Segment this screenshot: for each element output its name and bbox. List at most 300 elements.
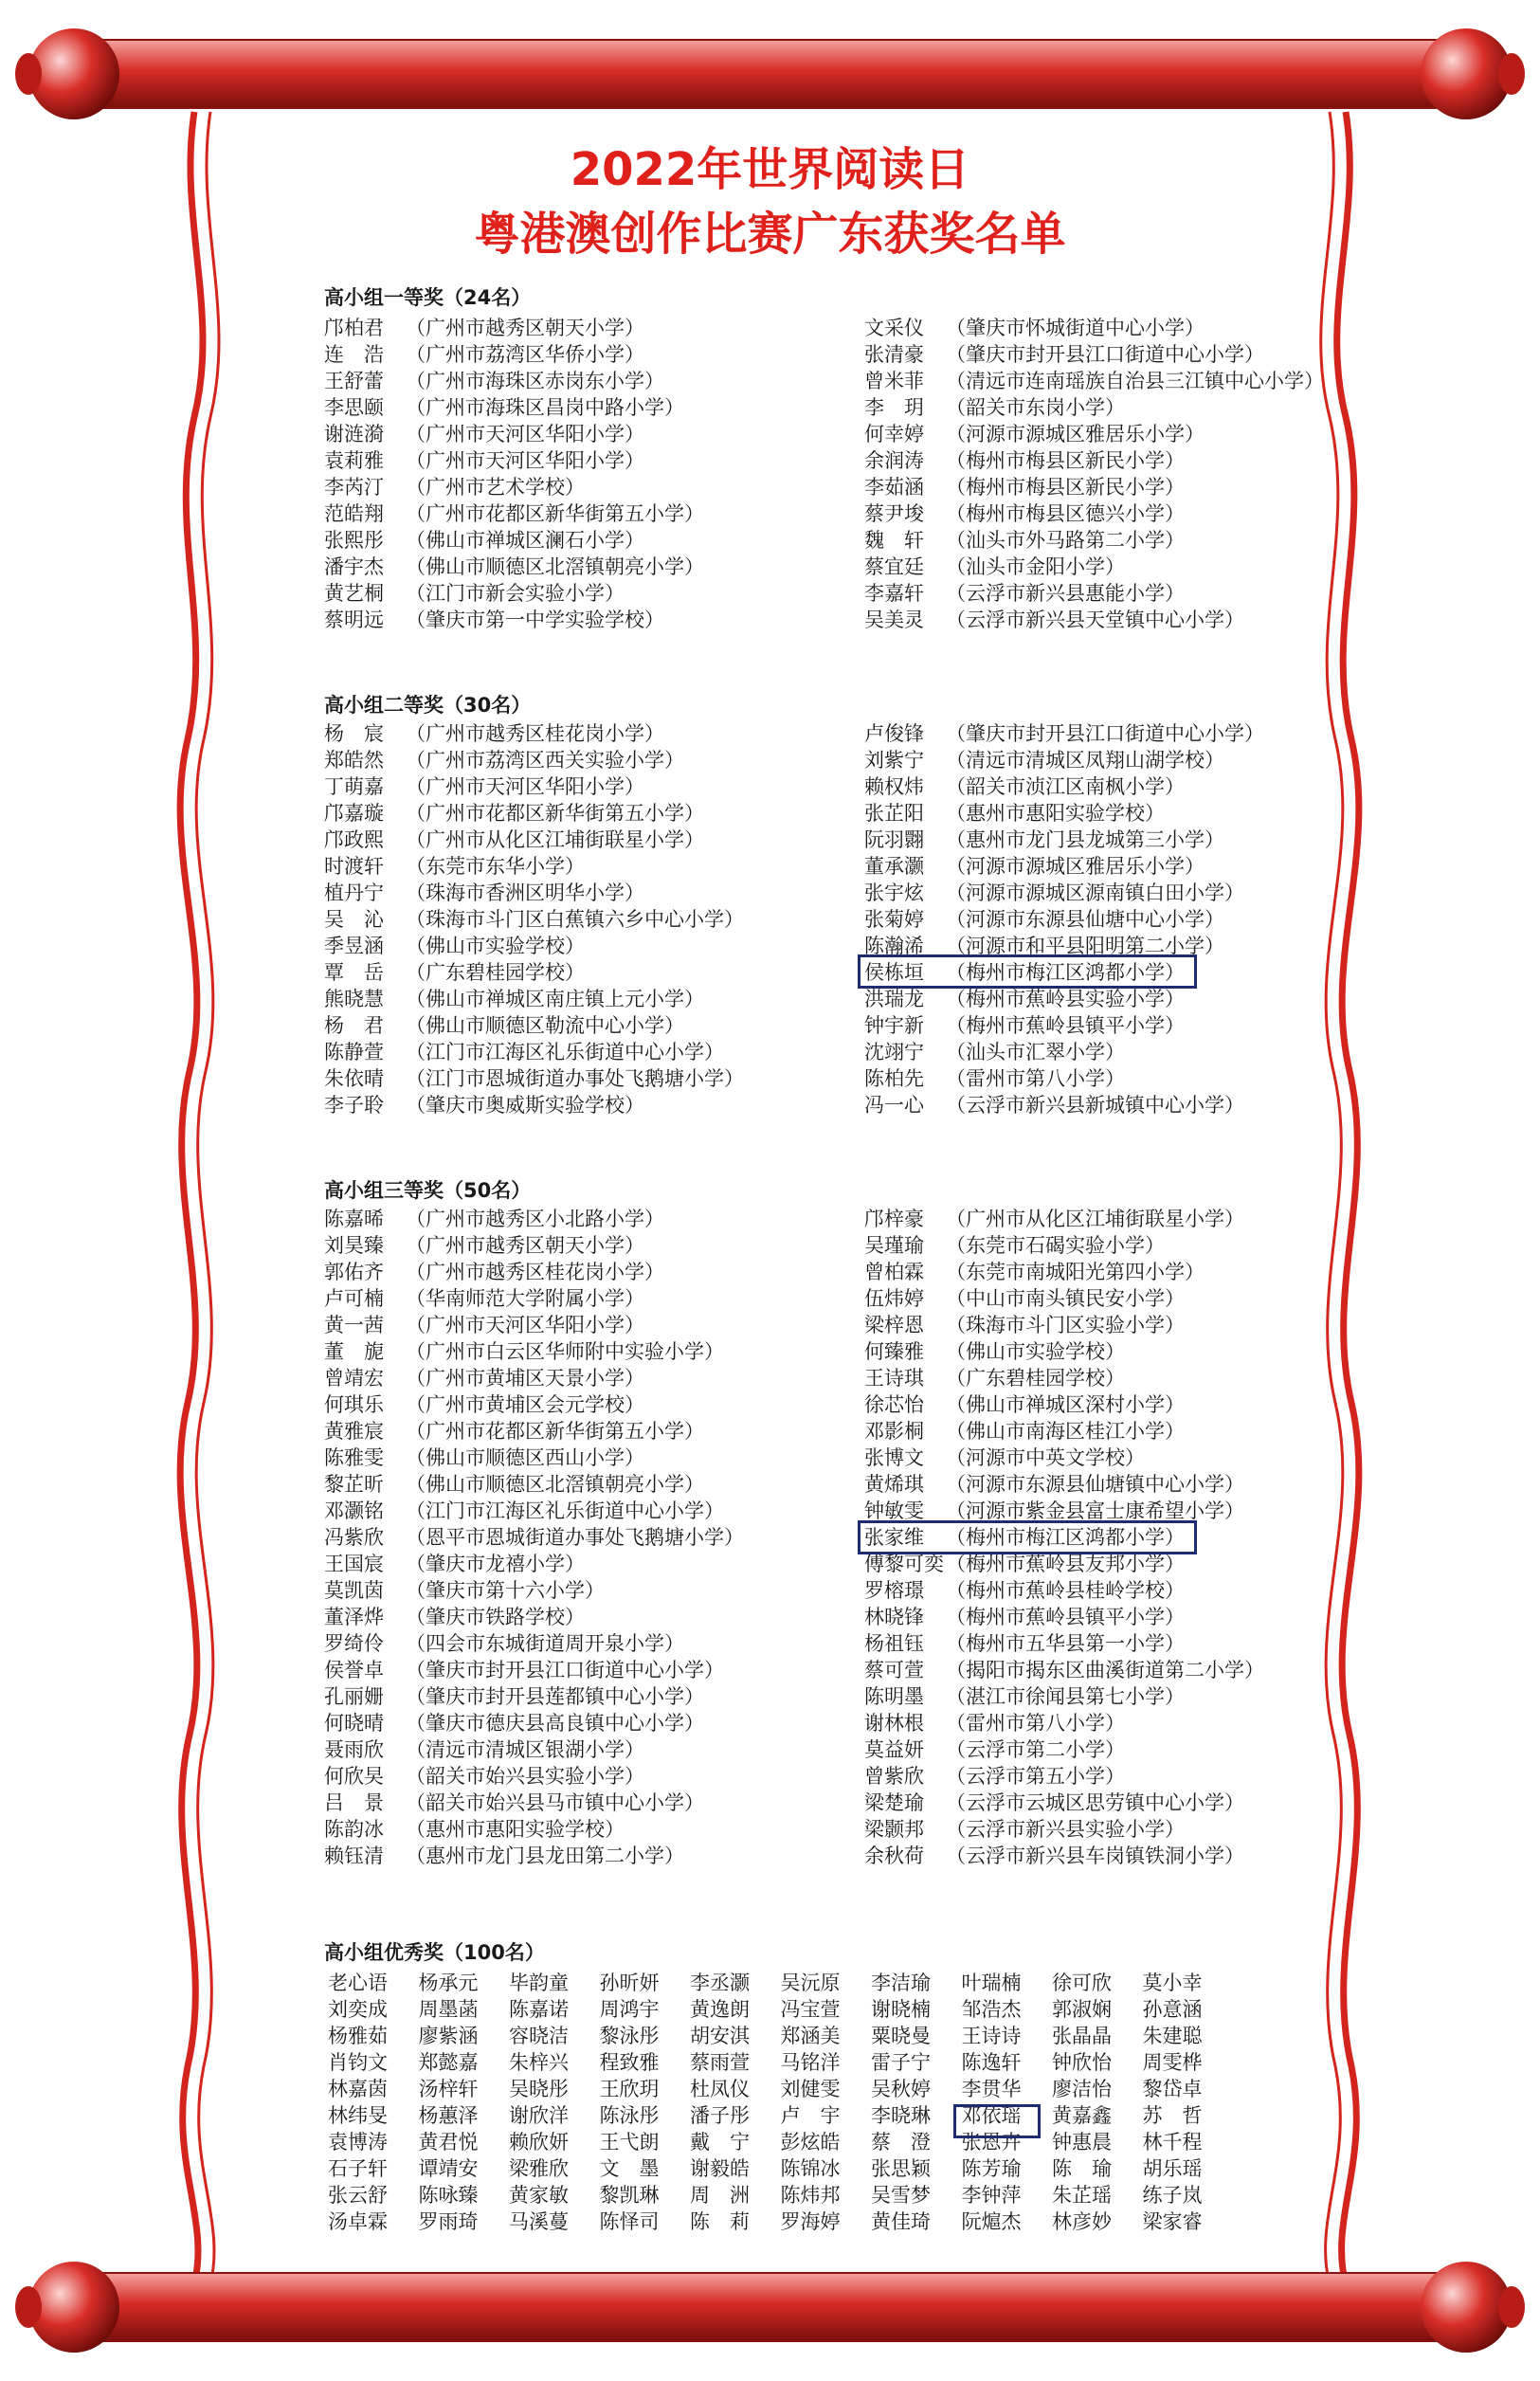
award-entry [324, 1498, 744, 1524]
award-entry [324, 1657, 744, 1683]
winner-name: 何琪乐 [324, 1393, 384, 1416]
third-prize-left-list [324, 1206, 744, 1869]
excellence-name: 王诗诗 [961, 2025, 1022, 2047]
winner-name: 罗绮伶 [324, 1632, 384, 1655]
excellence-name: 黄逸朗 [690, 1998, 750, 2021]
excellence-name: 王欣玥 [599, 2078, 660, 2100]
second-prize-heading: 高小组二等奖（30名） [324, 694, 532, 717]
winner-name: 卢俊锋 [864, 722, 924, 745]
winner-name: 蔡宜廷 [864, 555, 924, 578]
excellence-name: 廖紫涵 [418, 2025, 479, 2047]
excellence-name: 周雯桦 [1142, 2051, 1203, 2074]
winner-school: （广州市从化区江埔街联星小学） [406, 828, 704, 851]
winner-name: 吕 景 [324, 1791, 384, 1814]
winner-name: 侯栋垣 [864, 961, 924, 984]
winner-name: 陈静萱 [324, 1041, 384, 1063]
excellence-name: 郑涵美 [780, 2025, 841, 2047]
excellence-name: 邓依瑶 [961, 2104, 1022, 2127]
award-entry [864, 341, 1324, 368]
top-left-knob [28, 28, 119, 119]
winner-name: 董承灏 [864, 855, 924, 878]
award-entry [864, 1338, 1264, 1365]
winner-school: （广州市海珠区昌岗中路小学） [406, 396, 684, 419]
winner-name: 莫益妍 [864, 1738, 924, 1761]
highlight-box-second-prize [858, 954, 1197, 989]
award-entry [864, 1710, 1264, 1736]
award-entry [864, 1445, 1264, 1471]
award-entry [324, 368, 704, 394]
award-entry [864, 1285, 1264, 1312]
winner-school: （中山市南头镇民安小学） [946, 1287, 1185, 1310]
winner-school: （肇庆市龙禧小学） [406, 1553, 585, 1575]
award-entry [864, 747, 1264, 773]
award-entry [324, 580, 704, 607]
winner-school: （清远市清城区凤翔山湖学校） [946, 749, 1224, 772]
winner-school: （云浮市云城区思劳镇中心小学） [946, 1791, 1244, 1814]
award-entry [864, 447, 1324, 474]
winner-school: （东莞市东华小学） [406, 855, 585, 878]
winner-name: 陈瀚浠 [864, 935, 924, 957]
excellence-name: 黎凯琳 [599, 2184, 660, 2207]
excellence-name: 梁家睿 [1142, 2210, 1203, 2233]
award-entry [864, 1232, 1264, 1259]
excellence-name: 黄佳琦 [871, 2210, 931, 2233]
excellence-name: 谭靖安 [418, 2157, 479, 2180]
excellence-name: 蔡雨萱 [690, 2051, 750, 2074]
excellence-name: 毕韵童 [509, 1972, 569, 1994]
winner-school: （河源市源城区源南镇白田小学） [946, 882, 1244, 904]
excellence-name: 罗海婷 [780, 2210, 841, 2233]
award-entry [324, 1285, 744, 1312]
winner-name: 张家维 [864, 1526, 924, 1549]
award-entry [864, 500, 1324, 527]
award-entry [324, 1365, 744, 1391]
excellence-name: 杜凤仪 [690, 2078, 750, 2100]
winner-name: 冯紫欣 [324, 1526, 384, 1549]
winner-school: （韶关市浈江区南枫小学） [946, 775, 1185, 798]
highlight-box-excellence [953, 2104, 1041, 2138]
excellence-name: 陈 莉 [690, 2210, 750, 2233]
excellence-name: 杨承元 [418, 1972, 479, 1994]
award-entry [864, 800, 1264, 827]
winner-name: 王诗琪 [864, 1367, 924, 1390]
excellence-name: 朱梓兴 [509, 2051, 569, 2074]
excellence-name: 周 洲 [690, 2184, 750, 2207]
excellence-name: 张云舒 [328, 2184, 388, 2207]
award-entry [324, 1736, 744, 1763]
award-entry [864, 474, 1324, 500]
award-entry [324, 1338, 744, 1365]
winner-name: 郭佑齐 [324, 1261, 384, 1283]
award-entry [324, 853, 744, 880]
award-entry [864, 368, 1324, 394]
award-entry [324, 1012, 744, 1039]
winner-school: （河源市东源县仙塘镇中心小学） [946, 1473, 1244, 1496]
excellence-name: 陈咏臻 [418, 2184, 479, 2207]
winner-name: 邝政熙 [324, 828, 384, 851]
excellence-name: 黄君悦 [418, 2131, 479, 2154]
excellence-name: 黄家敏 [509, 2184, 569, 2207]
bottom-right-knob [1421, 2262, 1512, 2353]
winner-name: 陈嘉晞 [324, 1208, 384, 1230]
winner-school: （云浮市新兴县实验小学） [946, 1818, 1185, 1841]
first-prize-heading: 高小组一等奖（24名） [324, 286, 532, 309]
winner-name: 洪瑞龙 [864, 988, 924, 1010]
winner-school: （江门市新会实验小学） [406, 582, 625, 605]
award-entry [864, 773, 1264, 800]
excellence-name: 肖钧文 [328, 2051, 388, 2074]
winner-name: 聂雨欣 [324, 1738, 384, 1761]
winner-name: 何欣旲 [324, 1765, 384, 1788]
winner-school: （广东碧桂园学校） [946, 1367, 1125, 1390]
excellence-name: 周墨菡 [418, 1998, 479, 2021]
excellence-name: 粟晓曼 [871, 2025, 931, 2047]
award-entry [864, 1206, 1264, 1232]
winner-name: 赖权炜 [864, 775, 924, 798]
excellence-name: 张思颖 [871, 2157, 931, 2180]
winner-school: （佛山市南海区桂江小学） [946, 1420, 1185, 1443]
winner-school: （惠州市惠阳实验学校） [946, 802, 1165, 825]
winner-name: 罗榕璟 [864, 1579, 924, 1602]
winner-name: 熊晓慧 [324, 988, 384, 1010]
winner-name: 侯誉卓 [324, 1659, 384, 1681]
winner-name: 袁莉雅 [324, 449, 384, 472]
winner-name: 黄艺桐 [324, 582, 384, 605]
winner-name: 王舒蕾 [324, 370, 384, 392]
excellence-name: 李贯华 [961, 2078, 1022, 2100]
winner-name: 阮羽翾 [864, 828, 924, 851]
winner-name: 卢可楠 [324, 1287, 384, 1310]
winner-school: （梅州市梅县区德兴小学） [946, 502, 1185, 525]
award-entry [864, 1843, 1264, 1869]
winner-school: （佛山市禅城区深村小学） [946, 1393, 1185, 1416]
winner-school: （梅州市蕉岭县友邦小学） [946, 1553, 1185, 1575]
excellence-name: 张恩卉 [961, 2131, 1022, 2154]
award-entry [324, 500, 704, 527]
winner-school: （广州市天河区华阳小学） [406, 449, 644, 472]
award-entry [864, 607, 1324, 633]
award-entry [324, 607, 704, 633]
excellence-name: 卢 宇 [780, 2104, 841, 2127]
winner-name: 李嘉轩 [864, 582, 924, 605]
winner-name: 朱依晴 [324, 1067, 384, 1090]
excellence-name: 胡安淇 [690, 2025, 750, 2047]
winner-school: （广州市荔湾区华侨小学） [406, 343, 644, 366]
award-entry [324, 800, 744, 827]
excellence-name: 杨雅茹 [328, 2025, 388, 2047]
winner-name: 曾紫欣 [864, 1765, 924, 1788]
winner-school: （佛山市顺德区西山小学） [406, 1446, 644, 1469]
winner-school: （雷州市第八小学） [946, 1712, 1125, 1735]
winner-name: 李思颐 [324, 396, 384, 419]
excellence-name: 谢欣洋 [509, 2104, 569, 2127]
winner-school: （梅州市五华县第一小学） [946, 1632, 1185, 1655]
award-entry [864, 853, 1264, 880]
winner-name: 李子聆 [324, 1094, 384, 1117]
page-title-line1: 2022年世界阅读日 [570, 143, 970, 196]
award-entry [864, 1365, 1264, 1391]
excellence-name: 林纬旻 [328, 2104, 388, 2127]
winner-school: （汕头市外马路第二小学） [946, 529, 1185, 552]
winner-name: 文采仪 [864, 317, 924, 339]
winner-name: 曾柏霖 [864, 1261, 924, 1283]
winner-school: （揭阳市揭东区曲溪街道第二小学） [946, 1659, 1264, 1681]
winner-name: 黎芷昕 [324, 1473, 384, 1496]
award-entry [864, 394, 1324, 421]
award-entry [864, 1657, 1264, 1683]
award-entry [864, 421, 1324, 447]
winner-name: 谢涟漪 [324, 423, 384, 445]
winner-name: 冯一心 [864, 1094, 924, 1117]
winner-school: （清远市连南瑶族自治县三江镇中心小学） [946, 370, 1324, 392]
winner-name: 蔡尹埈 [864, 502, 924, 525]
winner-school: （广州市越秀区小北路小学） [406, 1208, 664, 1230]
winner-name: 刘紫宁 [864, 749, 924, 772]
excellence-name: 陈 瑜 [1052, 2157, 1112, 2180]
excellence-name: 陈炜邦 [780, 2184, 841, 2207]
winner-school: （雷州市第八小学） [946, 1067, 1125, 1090]
award-entry [324, 527, 704, 554]
winner-name: 刘昊臻 [324, 1234, 384, 1257]
winner-school: （广州市花都区新华街第五小学） [406, 802, 704, 825]
winner-school: （惠州市惠阳实验学校） [406, 1818, 625, 1841]
winner-school: （汕头市汇翠小学） [946, 1041, 1125, 1063]
winner-name: 蔡明远 [324, 609, 384, 631]
winner-name: 季昱涵 [324, 935, 384, 957]
winner-school: （梅州市梅县区新民小学） [946, 449, 1185, 472]
excellence-name: 赖欣妍 [509, 2131, 569, 2154]
winner-school: （梅州市蕉岭县桂岭学校） [946, 1579, 1185, 1602]
award-entry [324, 1604, 744, 1630]
winner-name: 邓影桐 [864, 1420, 924, 1443]
winner-school: （江门市恩城街道办事处飞鹅塘小学） [406, 1067, 744, 1090]
winner-school: （广州市越秀区朝天小学） [406, 1234, 644, 1257]
award-entry [864, 1630, 1264, 1657]
award-entry [324, 720, 744, 747]
excellence-name: 孙意涵 [1142, 1998, 1203, 2021]
excellence-name: 梁雅欣 [509, 2157, 569, 2180]
winner-school: （肇庆市封开县江口街道中心小学） [406, 1659, 724, 1681]
award-entry [324, 933, 744, 959]
third-prize-heading: 高小组三等奖（50名） [324, 1179, 532, 1202]
winner-school: （清远市清城区银湖小学） [406, 1738, 644, 1761]
winner-school: （东莞市南城阳光第四小学） [946, 1261, 1205, 1283]
award-entry [324, 1206, 744, 1232]
award-entry [324, 1065, 744, 1092]
winner-school: （华南师范大学附属小学） [406, 1287, 644, 1310]
highlight-box-third-prize [858, 1520, 1197, 1554]
excellence-name: 马铭洋 [780, 2051, 841, 2074]
winner-name: 伍炜婷 [864, 1287, 924, 1310]
winner-name: 何幸婷 [864, 423, 924, 445]
winner-school: （佛山市实验学校） [946, 1340, 1125, 1363]
award-entry [324, 1418, 744, 1445]
winner-name: 覃 岳 [324, 961, 384, 984]
award-entry [864, 1471, 1264, 1498]
winner-school: （广州市天河区华阳小学） [406, 1314, 644, 1336]
award-entry [864, 1312, 1264, 1338]
excellence-name: 吴雪梦 [871, 2184, 931, 2207]
award-entry [324, 986, 744, 1012]
winner-name: 张菊婷 [864, 908, 924, 931]
winner-name: 植丹宁 [324, 882, 384, 904]
winner-name: 蔡可萱 [864, 1659, 924, 1681]
excellence-name: 陈芳瑜 [961, 2157, 1022, 2180]
winner-name: 徐芯怡 [864, 1393, 924, 1416]
excellence-name: 林千程 [1142, 2131, 1203, 2154]
winner-school: （佛山市禅城区南庄镇上元小学） [406, 988, 704, 1010]
winner-name: 郑皓然 [324, 749, 384, 772]
winner-school: （云浮市新兴县惠能小学） [946, 582, 1185, 605]
award-entry [324, 1232, 744, 1259]
winner-school: （云浮市新兴县天堂镇中心小学） [946, 609, 1244, 631]
winner-school: （佛山市顺德区北滘镇朝亮小学） [406, 1473, 704, 1496]
award-entry [324, 341, 704, 368]
winner-school: （广州市白云区华师附中实验小学） [406, 1340, 724, 1363]
winner-name: 董 旎 [324, 1340, 384, 1363]
award-entry [324, 394, 704, 421]
winner-name: 黄一茜 [324, 1314, 384, 1336]
excellence-name: 林嘉茵 [328, 2078, 388, 2100]
award-entry [864, 1259, 1264, 1285]
winner-school: （肇庆市怀城街道中心小学） [946, 317, 1205, 339]
winner-name: 曾靖宏 [324, 1367, 384, 1390]
excellence-name: 林彦妙 [1052, 2210, 1112, 2233]
excellence-name: 蔡 澄 [871, 2131, 931, 2154]
excellence-name: 苏 哲 [1142, 2104, 1203, 2127]
excellence-name: 马溪蔓 [509, 2210, 569, 2233]
winner-name: 张芷阳 [864, 802, 924, 825]
bottom-rod [85, 2273, 1455, 2341]
winner-name: 赖钰清 [324, 1845, 384, 1867]
first-prize-right-list [864, 315, 1324, 633]
winner-name: 钟敏雯 [864, 1499, 924, 1522]
excellence-name: 李晓琳 [871, 2104, 931, 2127]
winner-name: 黄雅宸 [324, 1420, 384, 1443]
award-entry [864, 1065, 1264, 1092]
winner-name: 范皓翔 [324, 502, 384, 525]
award-entry [864, 1039, 1264, 1065]
award-entry [324, 1843, 744, 1869]
excellence-name: 钟惠晨 [1052, 2131, 1112, 2154]
excellence-name: 李洁瑜 [871, 1972, 931, 1994]
winner-school: （河源市源城区雅居乐小学） [946, 423, 1205, 445]
excellence-name: 汤梓轩 [418, 2078, 479, 2100]
winner-school: （广州市花都区新华街第五小学） [406, 502, 704, 525]
winner-school: （广州市天河区华阳小学） [406, 775, 644, 798]
winner-school: （佛山市顺德区北滘镇朝亮小学） [406, 555, 704, 578]
winner-name: 杨 君 [324, 1014, 384, 1037]
winner-name: 张宇炫 [864, 882, 924, 904]
excellence-name: 陈锦冰 [780, 2157, 841, 2180]
excellence-name: 郭淑娴 [1052, 1998, 1112, 2021]
excellence-name: 吴晓彤 [509, 2078, 569, 2100]
award-entry [324, 1445, 744, 1471]
excellence-name: 老心语 [328, 1972, 388, 1994]
excellence-name: 程致雅 [599, 2051, 660, 2074]
excellence-name: 容晓洁 [509, 2025, 569, 2047]
award-entry [324, 1683, 744, 1710]
award-entry [864, 1816, 1264, 1843]
winner-school: （佛山市顺德区勒流中心小学） [406, 1014, 684, 1037]
winner-school: （河源市和平县阳明第二小学） [946, 935, 1224, 957]
winner-name: 黄烯琪 [864, 1473, 924, 1496]
excellence-name: 黎泳彤 [599, 2025, 660, 2047]
award-entry [324, 315, 704, 341]
winner-school: （云浮市新兴县新城镇中心小学） [946, 1094, 1244, 1117]
excellence-name: 汤卓霖 [328, 2210, 388, 2233]
excellence-name: 雷子宁 [871, 2051, 931, 2074]
award-entry [324, 1259, 744, 1285]
excellence-name: 钟欣怡 [1052, 2051, 1112, 2074]
winner-name: 傅黎可奕 [864, 1553, 944, 1575]
award-entry [864, 720, 1264, 747]
excellence-name: 戴 宁 [690, 2131, 750, 2154]
right-wavy-border [1337, 112, 1359, 2284]
award-entry [324, 1763, 744, 1790]
excellence-name: 陈嘉诺 [509, 1998, 569, 2021]
winner-school: （珠海市香洲区明华小学） [406, 882, 644, 904]
award-entry [324, 1577, 744, 1604]
winner-name: 余秋荷 [864, 1845, 924, 1867]
winner-name: 吴瑾瑜 [864, 1234, 924, 1257]
winner-name: 吴 沁 [324, 908, 384, 931]
excellence-name: 邹浩杰 [961, 1998, 1022, 2021]
award-entry [864, 1736, 1264, 1763]
award-entry [324, 1710, 744, 1736]
winner-name: 孔丽姗 [324, 1685, 384, 1708]
award-entry [324, 1816, 744, 1843]
excellence-name: 袁博涛 [328, 2131, 388, 2154]
winner-school: （佛山市禅城区澜石小学） [406, 529, 644, 552]
winner-name: 曾米菲 [864, 370, 924, 392]
winner-school: （肇庆市第一中学实验学校） [406, 609, 664, 631]
winner-school: （江门市江海区礼乐街道中心小学） [406, 1041, 724, 1063]
left-wavy-border-inner [196, 112, 219, 2284]
winner-school: （肇庆市第十六小学） [406, 1579, 605, 1602]
winner-school: （韶关市始兴县马市镇中心小学） [406, 1791, 704, 1814]
winner-school: （梅州市蕉岭县镇平小学） [946, 1606, 1185, 1628]
winner-name: 王国宸 [324, 1553, 384, 1575]
award-entry [324, 1630, 744, 1657]
excellence-name: 谢毅皓 [690, 2157, 750, 2180]
winner-school: （汕头市金阳小学） [946, 555, 1125, 578]
excellence-name: 黎岱卓 [1142, 2078, 1203, 2100]
excellence-name: 吴秋婷 [871, 2078, 931, 2100]
second-prize-left-list [324, 720, 744, 1118]
excellence-name: 张晶晶 [1052, 2025, 1112, 2047]
winner-name: 梁楚瑜 [864, 1791, 924, 1814]
winner-school: （湛江市徐闻县第七小学） [946, 1685, 1185, 1708]
excellence-name: 叶瑞楠 [961, 1972, 1022, 1994]
excellence-name: 胡乐瑶 [1142, 2157, 1203, 2180]
excellence-name: 廖洁怡 [1052, 2078, 1112, 2100]
bottom-left-knob [28, 2262, 119, 2353]
winner-school: （梅州市梅江区鸿都小学） [946, 1526, 1185, 1549]
winner-name: 邝梓豪 [864, 1208, 924, 1230]
winner-school: （肇庆市奥威斯实验学校） [406, 1094, 644, 1117]
winner-school: （广州市黄埔区会元学校） [406, 1393, 644, 1416]
winner-school: （梅州市蕉岭县实验小学） [946, 988, 1185, 1010]
award-entry [864, 986, 1264, 1012]
excellence-heading: 高小组优秀奖（100名） [324, 1941, 545, 1964]
award-entry [864, 906, 1264, 933]
winner-name: 连 浩 [324, 343, 384, 366]
winner-school: （云浮市第五小学） [946, 1765, 1125, 1788]
winner-school: （广州市天河区华阳小学） [406, 423, 644, 445]
winner-name: 陈柏先 [864, 1067, 924, 1090]
winner-name: 陈韵冰 [324, 1818, 384, 1841]
